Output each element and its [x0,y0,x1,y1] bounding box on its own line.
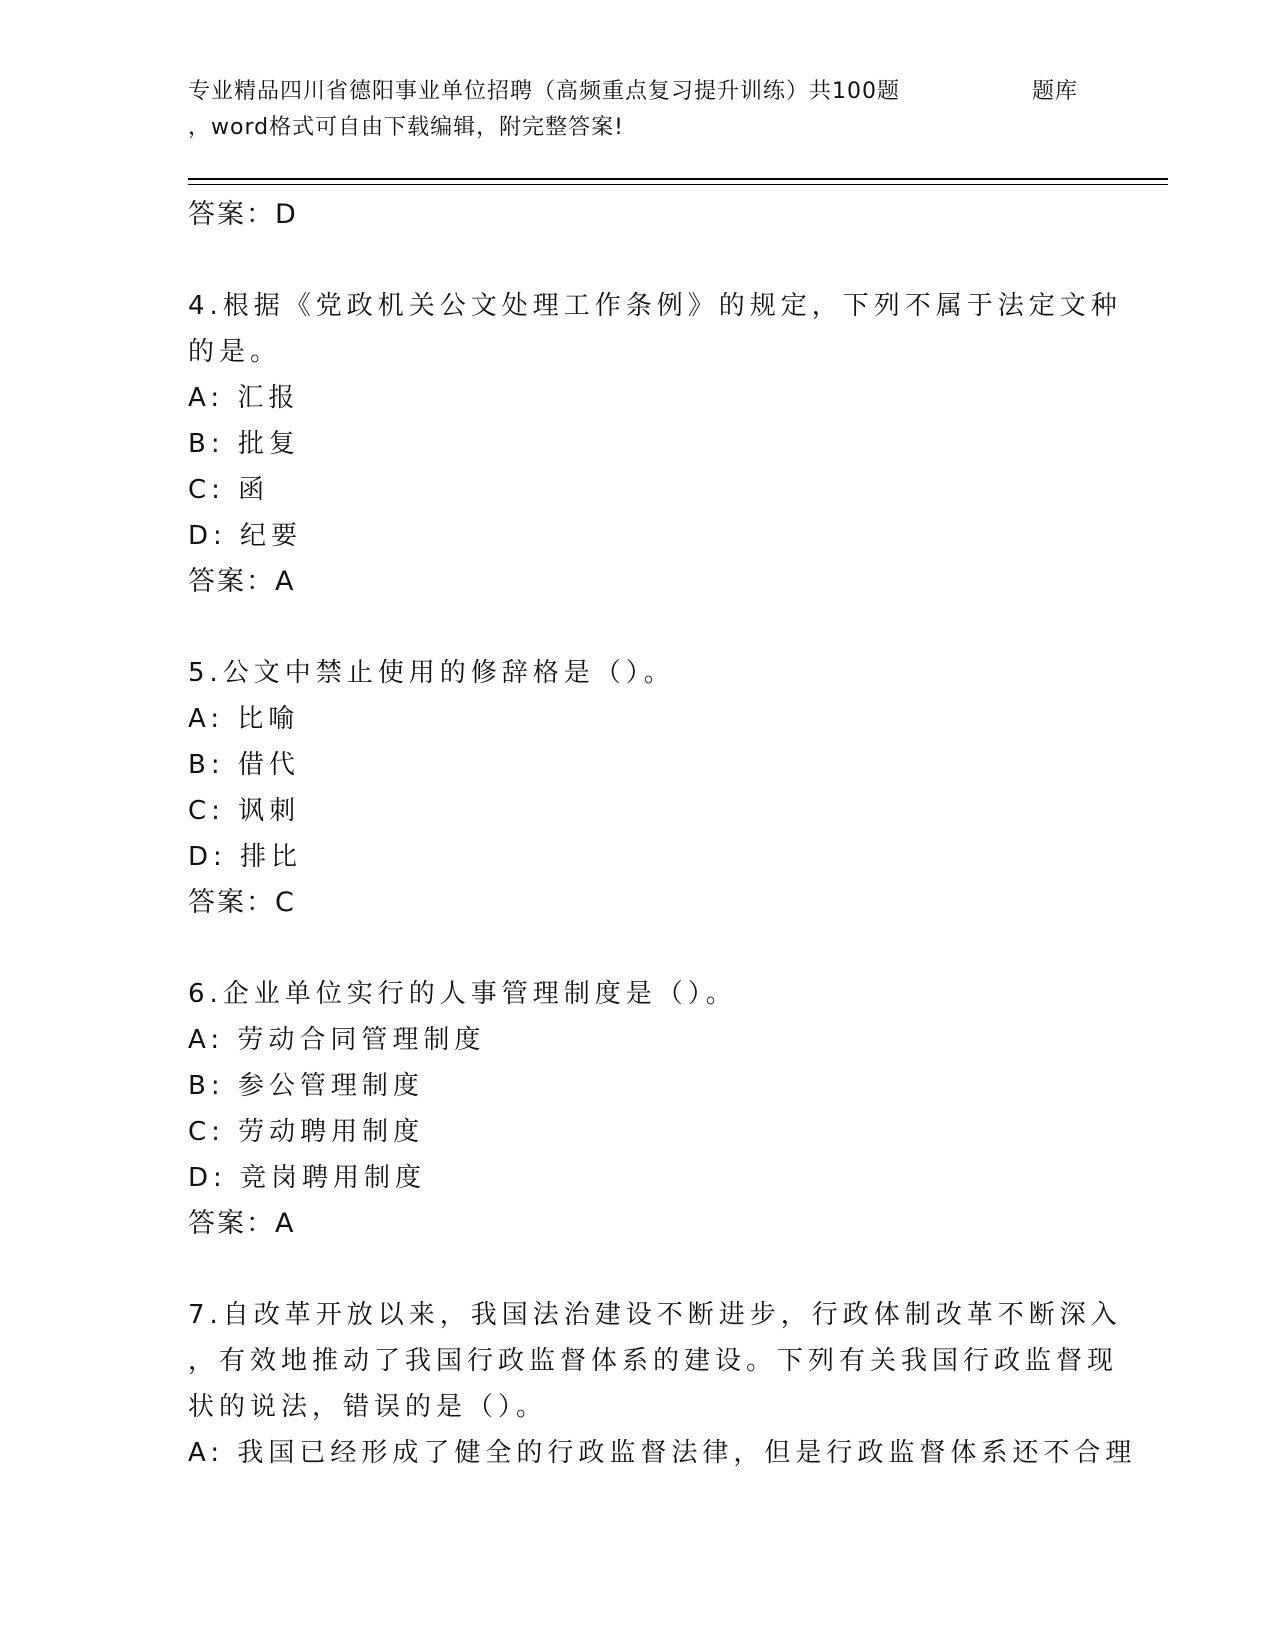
header-subtitle: ，word格式可自由下载编辑，附完整答案! [188,115,624,140]
header-divider-thick [188,178,1168,180]
answer: 答案：A [188,1208,296,1239]
question-stem: 5.公文中禁止使用的修辞格是（）。 [188,658,675,688]
answer: 答案：C [188,887,296,918]
question-stem: 的是。 [188,337,282,367]
page-header [188,72,1168,152]
question-item [188,650,1128,926]
question-stem: 4.根据《党政机关公文处理工作条例》的规定，下列不属于法定文种 [188,291,1122,321]
spacer [188,1247,1128,1292]
option-c: C: 劳动聘用制度 [188,1117,425,1147]
header-label: 题库 [1032,79,1079,104]
option-a: A: 劳动合同管理制度 [188,1025,486,1055]
option-d: D: 纪要 [188,521,303,551]
option-c: C: 函 [188,475,270,505]
header-divider-thin [188,184,1168,185]
question-stem: 7.自改革开放以来，我国法治建设不断进步，行政体制改革不断深入 [188,1300,1122,1330]
option-c: C: 讽刺 [188,796,301,826]
option-b: B: 批复 [188,429,300,459]
spacer [188,605,1128,650]
spacer [188,926,1128,971]
option-d: D: 排比 [188,842,303,872]
option-a: A: 比喻 [188,704,300,734]
option-a: A: 我国已经形成了健全的行政监督法律，但是行政监督体系还不合理 [188,1438,1137,1468]
header-title: 专业精品四川省德阳事业单位招聘（高频重点复习提升训练）共100题 [188,79,900,104]
previous-answer: 答案：D [188,199,298,230]
question-list [188,192,1137,1476]
question-stem: 状的说法，错误的是（）。 [188,1392,548,1422]
answer: 答案：A [188,566,296,597]
question-stem: ，有效地推动了我国行政监督体系的建设。下列有关我国行政监督现 [188,1346,1119,1376]
spacer [188,238,1128,283]
option-b: B: 参公管理制度 [188,1071,424,1101]
question-item [188,1292,1137,1476]
option-a: A: 汇报 [188,383,300,413]
question-item [188,283,1128,605]
option-d: D: 竞岗聘用制度 [188,1163,427,1193]
option-b: B: 借代 [188,750,300,780]
question-item [188,971,1128,1247]
question-stem: 6.企业单位实行的人事管理制度是（）。 [188,979,737,1009]
